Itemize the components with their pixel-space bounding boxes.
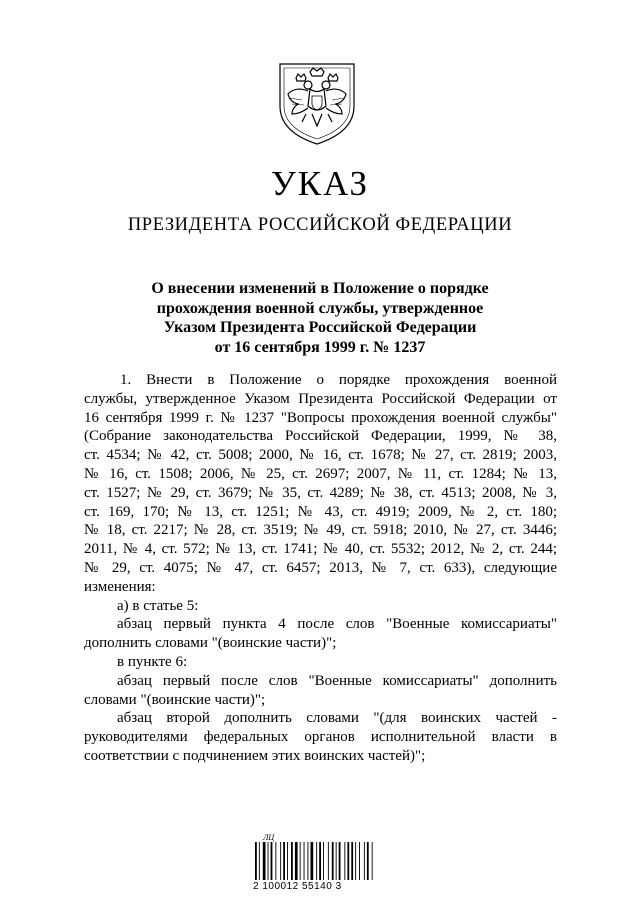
body-line: абзац первый после слов "Военные комиссариаты" дополнить	[117, 672, 557, 689]
barcode-bar	[364, 842, 365, 880]
heading-line: Указом Президента Российской Федерации	[163, 319, 477, 336]
barcode-bar	[259, 842, 260, 880]
body-line: (Собрание законодательства Российской Федерации, 1999, № 38,	[84, 428, 557, 445]
body-line: 2011, № 4, ст. 572; № 13, ст. 1741; № 40, ст. 5532; 2012, № 2, ст. 244;	[84, 541, 557, 558]
barcode-bar	[359, 842, 360, 880]
body-line: соответствии с подчинением этих воинских частей)";	[84, 747, 426, 764]
body-line: № 16, ст. 1508; 2006, № 25, ст. 2697; 2007, № 11, ст. 1284; № 13,	[84, 465, 557, 482]
body-line: ст. 169, 170; № 13, ст. 1251; № 43, ст. 4919; 2009, № 2, ст. 180;	[84, 503, 557, 520]
decree-subtitle: ПРЕЗИДЕНТА РОССИЙСКОЙ ФЕДЕРАЦИИ	[127, 215, 513, 235]
barcode-bar	[332, 842, 334, 880]
barcode-bar	[304, 842, 305, 880]
heading-line: О внесении изменений в Положение о порядке	[151, 280, 489, 297]
barcode-bar	[263, 842, 266, 880]
barcode-bar	[339, 842, 341, 880]
barcode-bar	[323, 842, 324, 880]
barcode	[253, 842, 381, 882]
body-line: № 18, ст. 2217; № 28, ст. 3519; № 49, ст. 5918; 2010, № 27, ст. 3446;	[84, 522, 557, 539]
barcode-bar	[295, 842, 298, 880]
decree-title: УКАЗ	[270, 164, 370, 203]
coat-of-arms-emblem	[272, 58, 362, 148]
barcode-bar	[319, 842, 321, 880]
barcode-bar	[280, 842, 281, 880]
decree-body	[84, 371, 557, 766]
document-mark: ЛЦ	[263, 833, 275, 842]
barcode-bar	[347, 842, 349, 880]
barcode-bar	[268, 842, 269, 880]
barcode-bar	[316, 842, 317, 880]
barcode-bar	[367, 842, 369, 880]
barcode-bar	[255, 842, 257, 880]
barcode-bar	[283, 842, 285, 880]
barcode-bar	[300, 842, 301, 880]
body-line: абзац второй дополнить словами "(для воинских частей -	[117, 710, 557, 727]
body-line: а) в статье 5:	[117, 597, 199, 614]
body-line: руководителями федеральных органов исполнительной власти в	[84, 729, 557, 746]
body-line: абзац первый пункта 4 после слов "Военные комиссариаты"	[117, 616, 557, 633]
body-line: службы, утвержденное Указом Президента Российской Федерации от	[84, 390, 557, 407]
barcode-bar	[311, 842, 314, 880]
barcode-bar	[275, 842, 276, 880]
barcode-bar	[355, 842, 356, 880]
heading-line: от 16 сентября 1999 г. № 1237	[214, 338, 426, 356]
barcode-bar	[287, 842, 288, 880]
body-line: 1. Внести в Положение о порядке прохождения военной	[120, 372, 557, 388]
barcode-bar	[351, 842, 353, 880]
barcode-bar	[372, 842, 373, 880]
barcode-bar	[308, 842, 309, 880]
body-line: словами "(воинские части)";	[84, 691, 266, 708]
barcode-bar	[291, 842, 293, 880]
barcode-number: 2 100012 55140 3	[253, 881, 342, 892]
barcode-bar	[328, 842, 329, 880]
barcode-bar	[344, 842, 345, 880]
body-line: № 29, ст. 4075; № 47, ст. 6457; 2013, № 7, ст. 633), следующие	[84, 559, 557, 576]
body-line: дополнить словами "(воинские части)";	[84, 635, 337, 652]
body-line: 16 сентября 1999 г. № 1237 "Вопросы прохождения военной службы"	[84, 409, 557, 426]
heading-line: прохождения военной службы, утвержденное	[156, 299, 484, 317]
barcode-bar	[271, 842, 273, 880]
body-line: ст. 1527; № 29, ст. 3679; № 35, ст. 4289; № 38, ст. 4513; 2008, № 3,	[84, 484, 557, 501]
body-line: в пункте 6:	[117, 653, 188, 670]
barcode-bar	[336, 842, 337, 880]
body-line: изменения:	[84, 578, 156, 595]
body-line: ст. 4534; № 42, ст. 5008; 2000, № 16, ст. 1678; № 27, ст. 2819; 2003,	[84, 447, 557, 464]
decree-heading	[0, 279, 640, 357]
